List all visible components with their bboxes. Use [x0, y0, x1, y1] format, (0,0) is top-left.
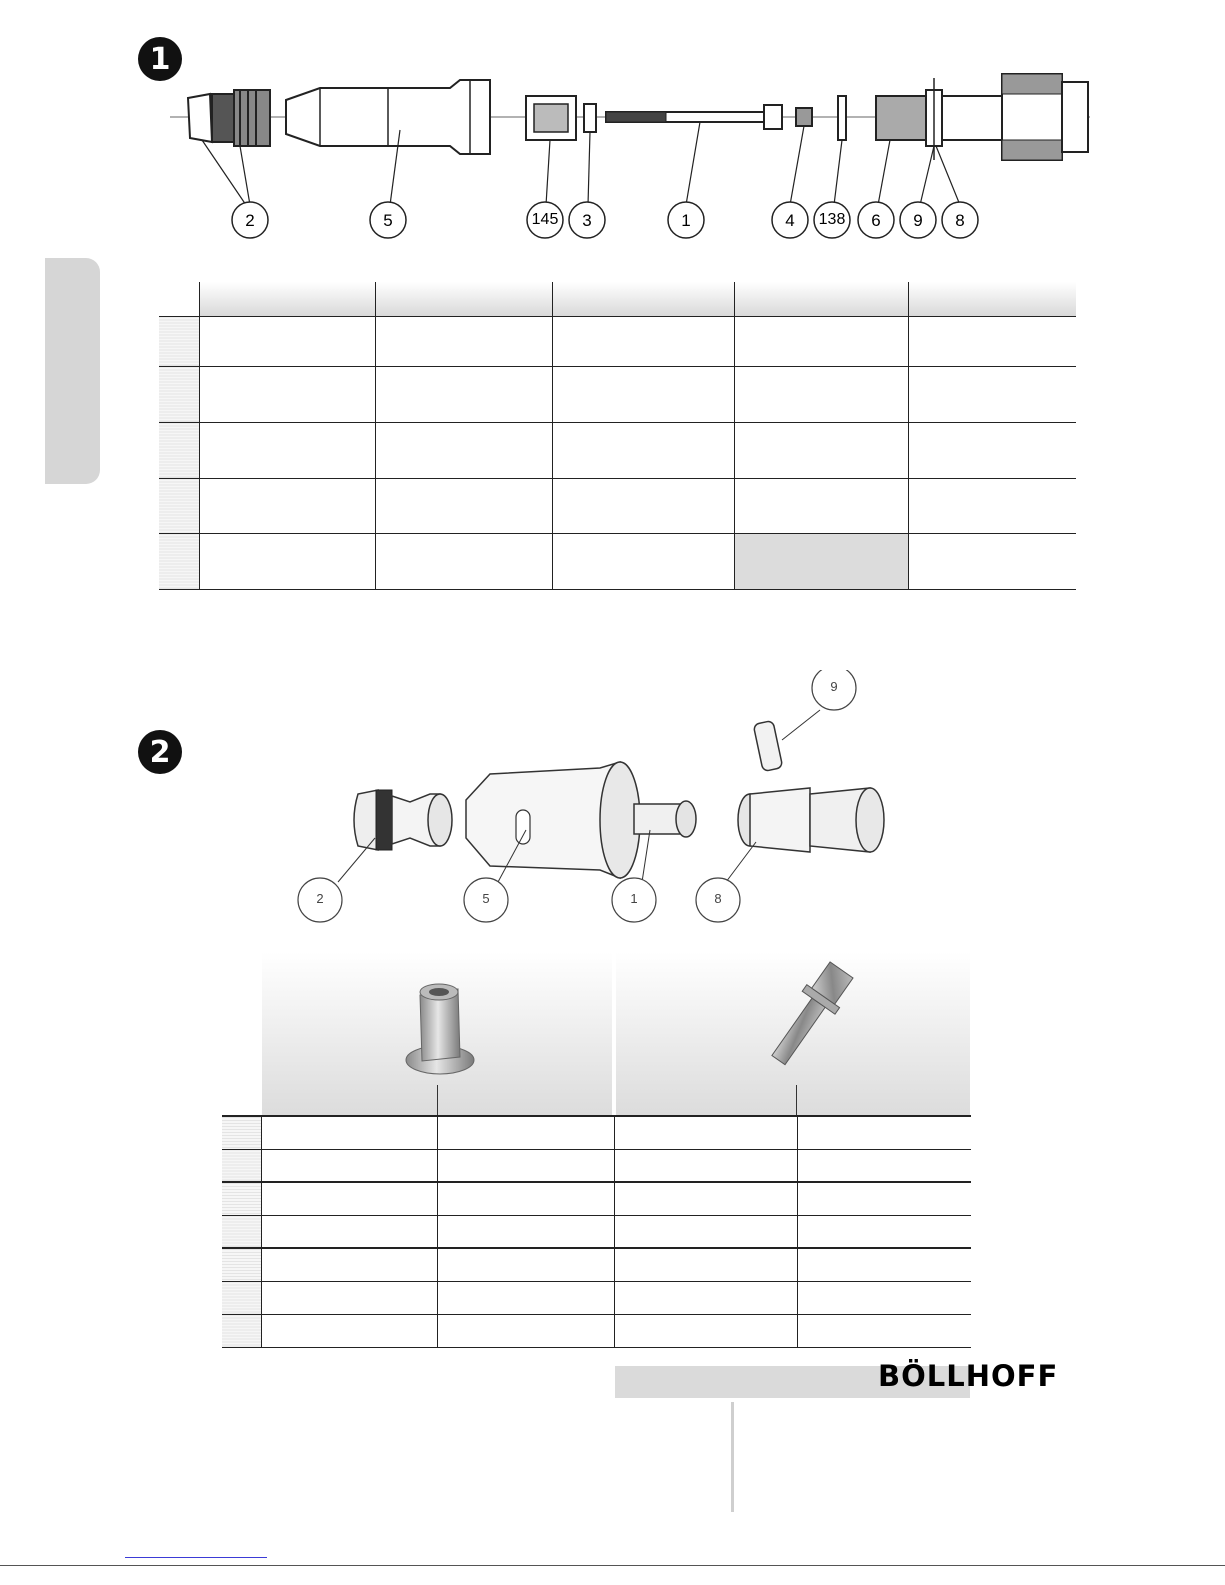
table-row: [222, 1215, 971, 1248]
side-tab: [45, 258, 100, 484]
table-row: [159, 533, 1076, 589]
footer-link-underline[interactable]: [125, 1557, 267, 1558]
table-row: [222, 1314, 971, 1347]
rivet-nut-image: [400, 975, 480, 1085]
table-row: [159, 478, 1076, 533]
callout-9: 9: [913, 211, 923, 230]
callout-5: 5: [383, 211, 393, 230]
exploded-view-drawing-2: [290, 670, 910, 930]
parts-table-1: [159, 282, 1076, 590]
vertical-divider: [731, 1402, 734, 1512]
callout-1: 1: [630, 891, 638, 906]
callout-2: 2: [316, 891, 324, 906]
callout-circles-1: [0, 0, 1225, 260]
table-row: [222, 1149, 971, 1182]
callout-3: 3: [582, 211, 592, 230]
callout-6: 6: [871, 211, 881, 230]
table1-header-row: [159, 282, 1076, 316]
callout-138: 138: [818, 211, 846, 228]
table-row: [159, 422, 1076, 478]
panel-pointer-left: [437, 1085, 438, 1115]
footer-rule: [0, 1565, 1225, 1566]
table-row: [159, 316, 1076, 366]
callout-8: 8: [714, 891, 722, 906]
part-5-sleeve: [466, 762, 640, 878]
callout-1: 1: [681, 211, 691, 230]
brand-logo: BÖLLHOFF: [878, 1359, 1059, 1393]
callout-8: 8: [955, 211, 965, 230]
callout-5: 5: [482, 891, 490, 906]
callout-4: 4: [785, 211, 795, 230]
callout-145: 145: [531, 211, 559, 228]
step-1-badge: 1: [138, 37, 182, 81]
parts-table-2: [222, 1115, 971, 1348]
table-row: [222, 1182, 971, 1215]
part-1-mandrel: [634, 801, 696, 837]
part-9-pin: [753, 720, 783, 771]
panel-pointer-right: [796, 1085, 797, 1115]
part-8-head: [738, 788, 884, 852]
rivet-stud-image: [745, 955, 875, 1075]
callout-2: 2: [245, 211, 255, 230]
table-row: [222, 1116, 971, 1149]
table-row: [159, 366, 1076, 422]
table-row: [222, 1281, 971, 1314]
part-2-nosepiece: [354, 790, 452, 850]
step-2-badge: 2: [138, 730, 182, 774]
shaded-cell: [734, 533, 908, 589]
callout-9: 9: [830, 679, 838, 694]
table-row: [222, 1248, 971, 1281]
